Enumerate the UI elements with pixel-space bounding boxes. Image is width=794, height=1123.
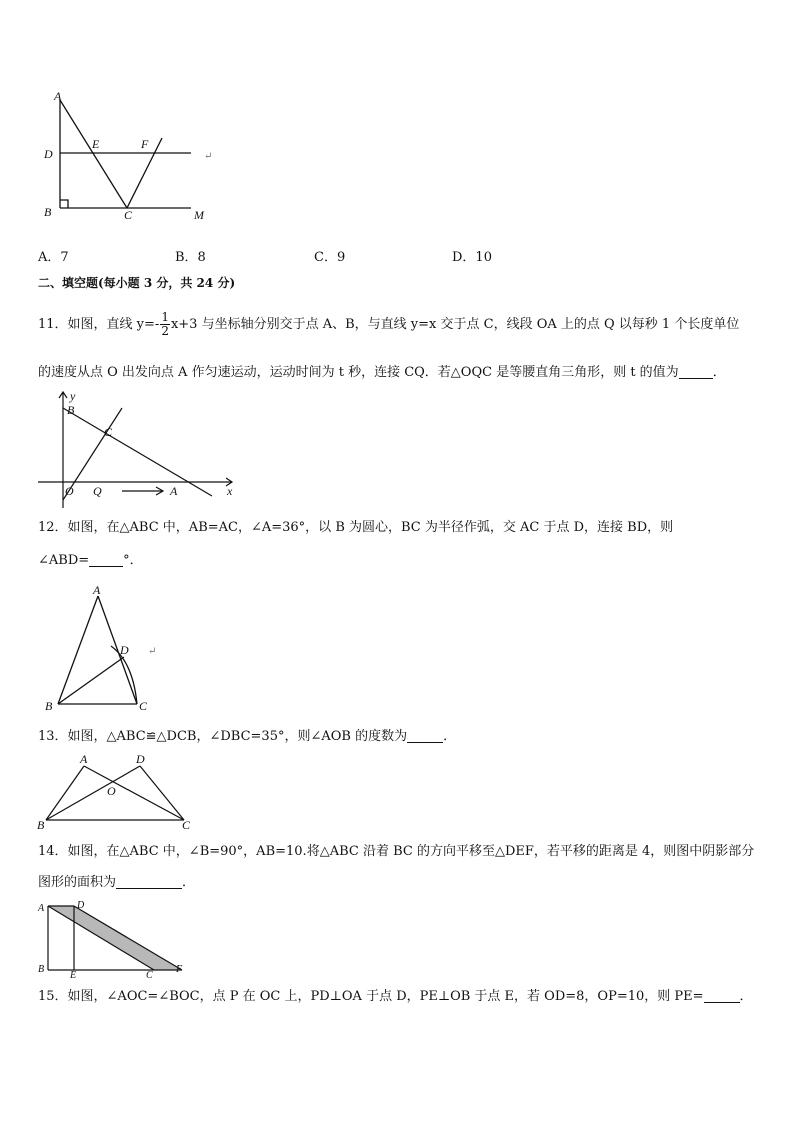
q11-line2 bbox=[38, 366, 726, 379]
q10-figure bbox=[36, 86, 226, 226]
q15-text: 15．如图，∠AOC=∠BOC，点 P 在 OC 上，PD⊥OA 于点 D，PE⊥OB 于点 E，若 OD=8，OP=10，则 PE= bbox=[38, 989, 704, 1004]
q12-label-c: C bbox=[139, 699, 148, 713]
q15-line bbox=[38, 990, 753, 1003]
q12-label-b: B bbox=[45, 699, 53, 713]
q14-line2 bbox=[38, 876, 195, 889]
q13-text: 13．如图，△ABC≌△DCB，∠DBC=35°，则∠AOB 的度数为 bbox=[38, 729, 408, 744]
q11-label-a: A bbox=[170, 484, 178, 498]
q11-text-end: ． bbox=[712, 365, 726, 380]
q14-label-b: B bbox=[38, 964, 45, 975]
option-d: D．10 bbox=[452, 250, 492, 265]
q13-label-d: D bbox=[136, 752, 145, 766]
q13-label-c: C bbox=[182, 818, 191, 832]
q11-figure bbox=[36, 388, 240, 514]
return-mark: ↵ bbox=[204, 151, 213, 162]
q11-label-o: O bbox=[65, 484, 74, 498]
q12-line2 bbox=[38, 554, 143, 567]
q13-label-b: B bbox=[37, 818, 45, 832]
q12-label-d: D bbox=[120, 643, 129, 657]
q11-fraction bbox=[160, 311, 170, 338]
q14-shaded-region bbox=[48, 906, 182, 970]
q11-text-part1: 11．如图，直线 y=- bbox=[38, 317, 160, 332]
q10-label-f: F bbox=[141, 137, 149, 151]
q11-label-b: B bbox=[67, 403, 75, 417]
q11-label-q: Q bbox=[93, 484, 102, 498]
section-heading: 二、填空题(每小题 3 分，共 24 分) bbox=[38, 276, 236, 290]
q14-label-e: E bbox=[70, 970, 77, 978]
q11-answer-blank[interactable] bbox=[679, 366, 713, 379]
q10-label-d: D bbox=[44, 147, 53, 161]
q14-text-start: 图形的面积为 bbox=[38, 875, 117, 890]
q10-label-b: B bbox=[44, 205, 52, 219]
q14-answer-blank[interactable] bbox=[116, 876, 182, 889]
q13-label-a: A bbox=[80, 752, 88, 766]
q11-label-x: x bbox=[227, 484, 233, 498]
q13-line bbox=[38, 730, 456, 743]
q14-label-a: A bbox=[38, 903, 45, 914]
q11-label-y: y bbox=[70, 389, 76, 403]
q14-label-d: D bbox=[77, 900, 85, 911]
option-b: B．8 bbox=[175, 250, 206, 265]
q11-text-part2: x+3 与坐标轴分别交于点 A、B，与直线 y=x 交于点 C，线段 OA 上的点 Q 以每秒 1 个长度单位 bbox=[170, 317, 740, 332]
option-a: A．7 bbox=[38, 250, 69, 265]
q11-frac-num: 1 bbox=[161, 310, 169, 324]
q15-answer-blank[interactable] bbox=[704, 990, 740, 1003]
option-c: C．9 bbox=[314, 250, 346, 265]
q14-text-end: ． bbox=[182, 875, 196, 890]
q15-text-end: ． bbox=[739, 989, 753, 1004]
q11-frac-den: 2 bbox=[161, 324, 169, 338]
q12-line1: 12．如图，在△ABC 中，AB=AC，∠A=36°，以 B 为圆心，BC 为半径作弧，交 AC 于点 D，连接 BD，则 bbox=[38, 520, 674, 535]
q10-label-e: E bbox=[92, 137, 100, 151]
q12-text-start: ∠ABD= bbox=[38, 553, 90, 568]
q13-answer-blank[interactable] bbox=[407, 730, 443, 743]
q12-label-a: A bbox=[93, 583, 101, 597]
q14-label-f: F bbox=[176, 964, 183, 975]
q13-label-o: O bbox=[107, 784, 116, 798]
q12-figure bbox=[38, 582, 168, 714]
q12-answer-blank[interactable] bbox=[89, 554, 123, 567]
q14-line1: 14．如图，在△ABC 中，∠B=90°，AB=10.将△ABC 沿着 BC 的方向平移至△DEF，若平移的距离是 4，则图中阴影部分 bbox=[38, 844, 755, 859]
q11-text-line2: 的速度从点 O 出发向点 A 作匀速运动，运动时间为 t 秒，连接 CQ．若△OQC 是等腰直角三角形，则 t 的值为 bbox=[38, 365, 679, 380]
q11-line1 bbox=[38, 309, 739, 341]
q10-label-a: A bbox=[54, 89, 62, 103]
q13-text-end: ． bbox=[443, 729, 457, 744]
q13-figure bbox=[36, 752, 192, 832]
q14-label-c: C bbox=[146, 970, 153, 978]
q10-label-c: C bbox=[124, 208, 133, 222]
q12-text-end: °． bbox=[123, 553, 143, 568]
q10-label-m: M bbox=[194, 208, 204, 222]
return-mark: ↵ bbox=[148, 646, 157, 657]
q14-figure bbox=[36, 898, 196, 978]
q11-label-c: C bbox=[104, 425, 113, 439]
